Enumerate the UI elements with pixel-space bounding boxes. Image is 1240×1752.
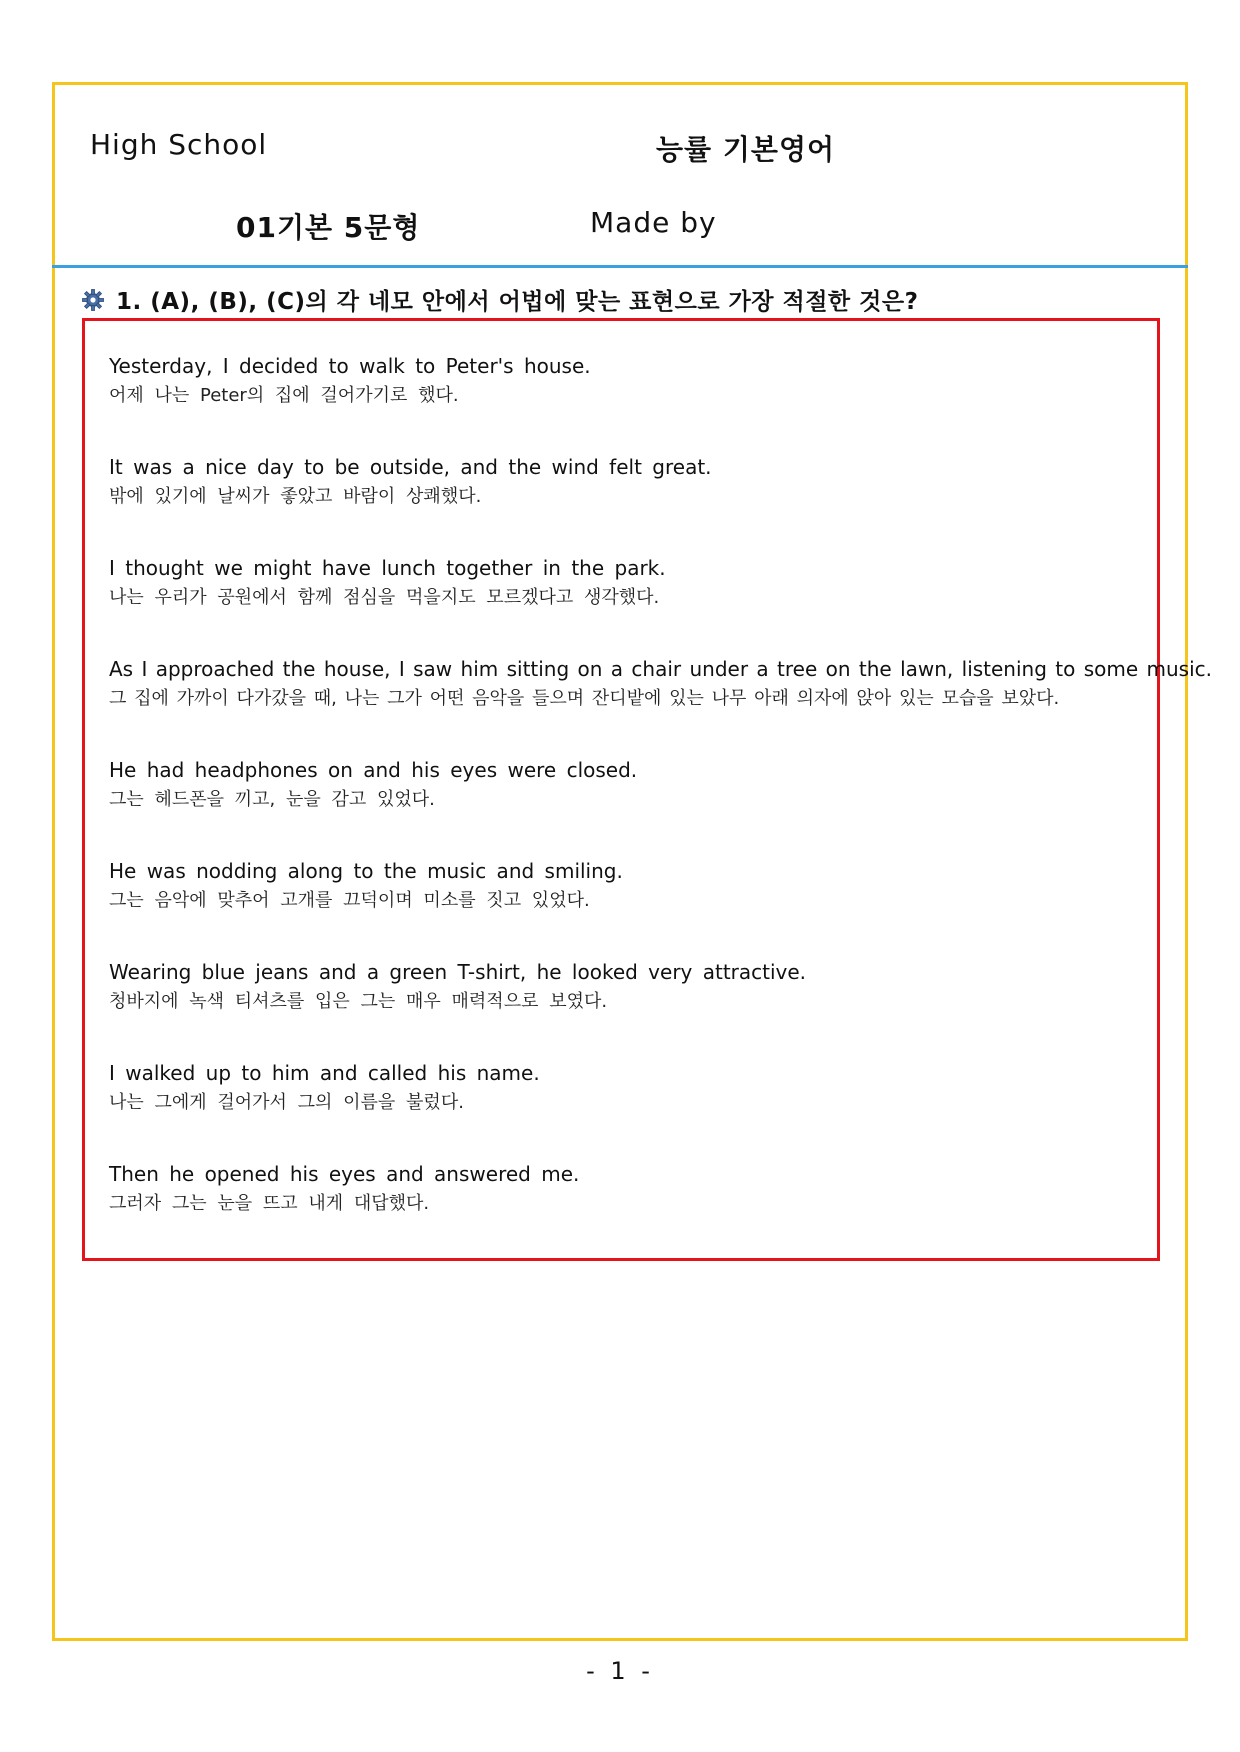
korean-translation: 그는 음악에 맞추어 고개를 끄덕이며 미소를 짓고 있었다. (109, 890, 590, 911)
english-sentence: I thought we might have lunch together in the park. (109, 556, 666, 580)
sentence-pair (109, 957, 1137, 1058)
passage-list (109, 351, 1212, 1260)
korean-translation: 청바지에 녹색 티셔츠를 입은 그는 매우 매력적으로 보였다. (109, 991, 608, 1012)
sentence-pair (109, 452, 1137, 553)
korean-translation: 나는 우리가 공원에서 함께 점심을 먹을지도 모르겠다고 생각했다. (109, 587, 660, 608)
header-divider (52, 265, 1188, 268)
english-sentence: He was nodding along to the music and smiling. (109, 859, 623, 883)
question-text: 1. (A), (B), (C)의 각 네모 안에서 어법에 맞는 표현으로 가장 적절한 것은? (116, 289, 919, 315)
unit-title: 01기본 5문형 (236, 211, 421, 244)
made-by-label: Made by (590, 206, 717, 239)
english-sentence: I walked up to him and called his name. (109, 1061, 540, 1085)
page-number: - 1 - (586, 1657, 654, 1685)
question-heading (82, 283, 918, 316)
sentence-pair (109, 755, 1137, 856)
english-sentence: He had headphones on and his eyes were closed. (109, 758, 638, 782)
sentence-pair (109, 351, 1137, 452)
sentence-pair (109, 1058, 1137, 1159)
school-label: High School (90, 128, 268, 161)
korean-translation: 나는 그에게 걸어가서 그의 이름을 불렀다. (109, 1092, 464, 1113)
sentence-pair (109, 856, 1137, 957)
passage-box (82, 318, 1212, 1261)
korean-translation: 그러자 그는 눈을 뜨고 내게 대답했다. (109, 1193, 430, 1214)
korean-translation: 그 집에 가까이 다가갔을 때, 나는 그가 어떤 음악을 들으며 잔디밭에 있는 나무 아래 의자에 앉아 있는 모습을 보았다. (109, 688, 1060, 709)
gear-icon (82, 289, 104, 311)
korean-translation: 밖에 있기에 날씨가 좋았고 바람이 상쾌했다. (109, 486, 482, 507)
sentence-pair (109, 1159, 1137, 1260)
book-title: 능률 기본영어 (656, 133, 836, 166)
english-sentence: Wearing blue jeans and a green T-shirt, he looked very attractive. (109, 960, 807, 984)
sentence-pair (109, 654, 1212, 755)
english-sentence: It was a nice day to be outside, and the wind felt great. (109, 455, 712, 479)
english-sentence: As I approached the house, I saw him sitting on a chair under a tree on the lawn, listening to some music. (109, 657, 1212, 681)
sentence-pair (109, 553, 1137, 654)
english-sentence: Then he opened his eyes and answered me. (109, 1162, 580, 1186)
korean-translation: 그는 헤드폰을 끼고, 눈을 감고 있었다. (109, 789, 435, 810)
english-sentence: Yesterday, I decided to walk to Peter's house. (109, 354, 591, 378)
korean-translation: 어제 나는 Peter의 집에 걸어가기로 했다. (109, 385, 459, 406)
